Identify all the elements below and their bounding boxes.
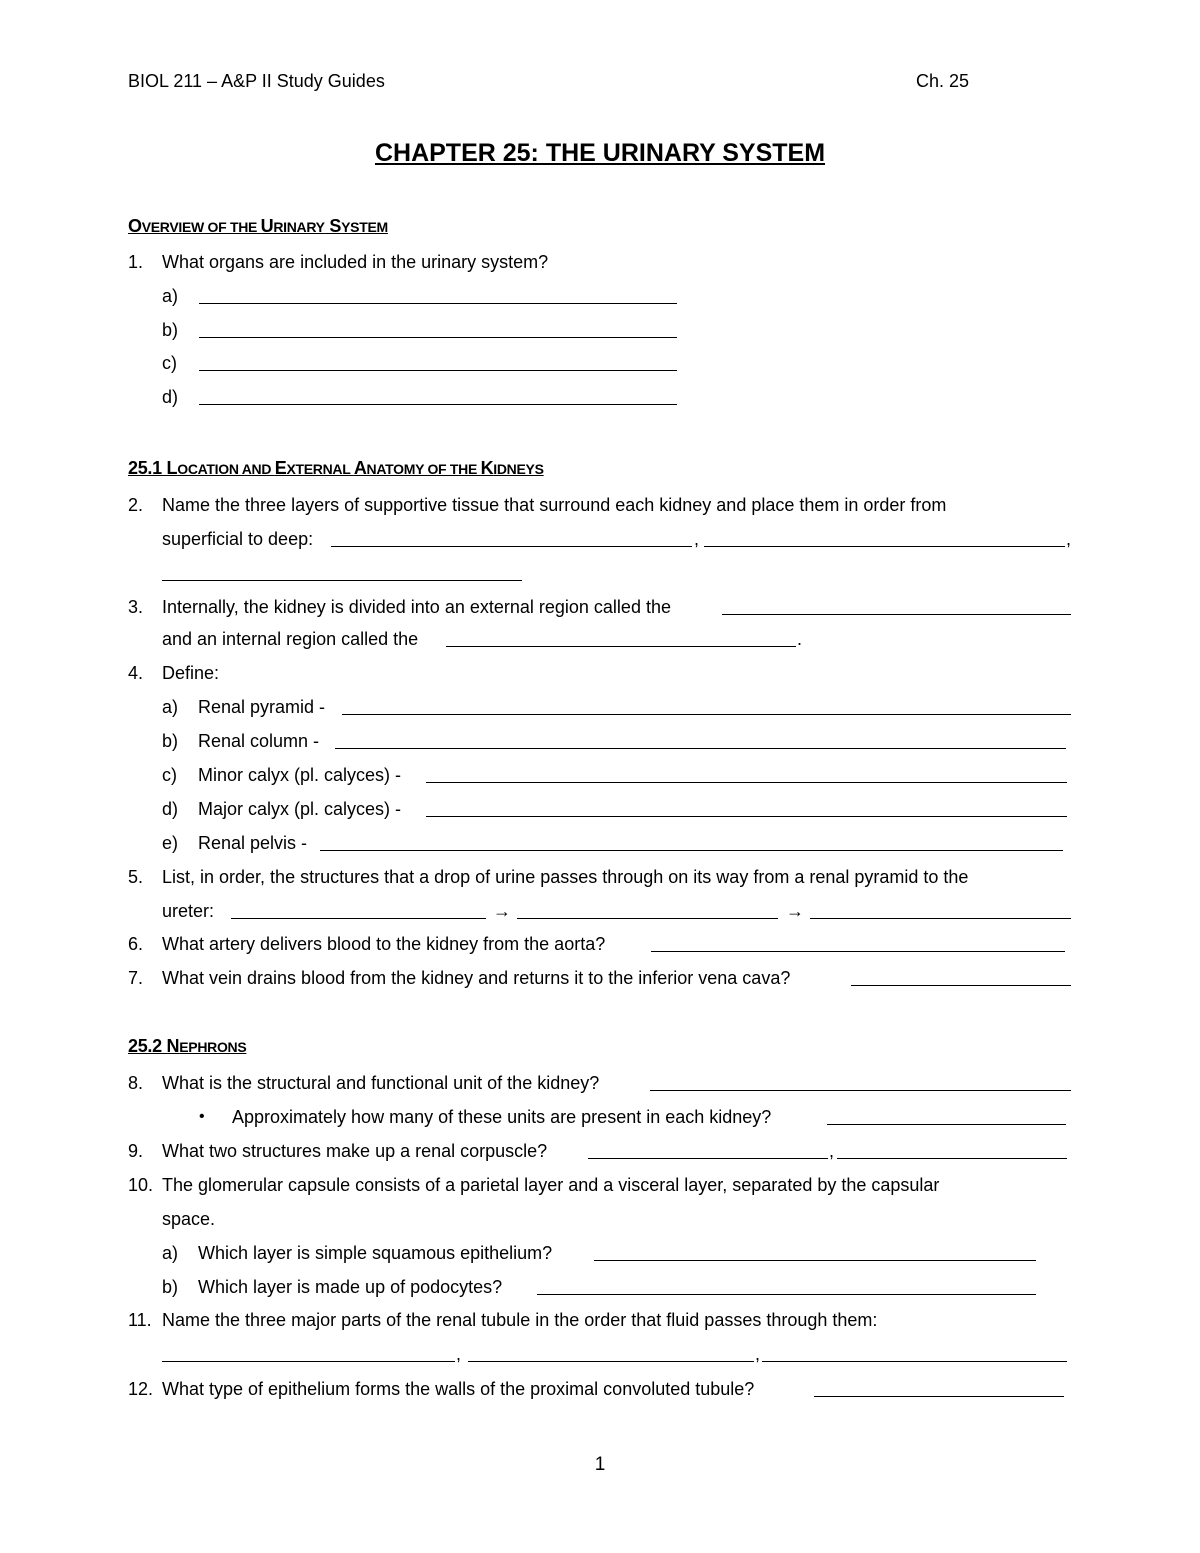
answer-blank[interactable] [446,628,796,647]
header-chapter: Ch. 25 [916,71,970,91]
answer-blank[interactable] [594,1242,1036,1261]
page-title: CHAPTER 25: THE URINARY SYSTEM [374,139,826,167]
answer-blank[interactable] [335,730,1066,749]
answer-blank[interactable] [199,319,677,338]
answer-blank[interactable] [199,352,677,371]
header-course: BIOL 211 – A&P II Study Guides [128,71,385,91]
answer-blank[interactable] [837,1140,1067,1159]
section-heading-25-1: 25.1 LOCATION AND EXTERNAL ANATOMY OF THE KIDNEYS [128,458,544,478]
answer-blank[interactable] [517,900,778,919]
answer-blank[interactable] [588,1140,828,1159]
answer-blank[interactable] [851,967,1071,986]
bullet-icon: • [199,1108,205,1125]
arrow-icon: → [786,901,804,921]
answer-blank[interactable] [810,900,1071,919]
answer-blank[interactable] [320,832,1063,851]
answer-blank[interactable] [650,1072,1071,1091]
answer-blank[interactable] [162,1343,455,1362]
answer-blank[interactable] [342,696,1071,715]
answer-blank[interactable] [199,386,677,405]
answer-blank[interactable] [814,1378,1064,1397]
section-heading-overview: OVERVIEW OF THE URINARY SYSTEM [128,216,388,236]
arrow-icon: → [493,901,511,921]
answer-blank[interactable] [722,596,1071,615]
answer-blank[interactable] [704,528,1065,547]
page-number: 1 [594,1454,606,1475]
answer-blank[interactable] [162,562,522,581]
answer-blank[interactable] [231,900,486,919]
answer-blank[interactable] [651,933,1065,952]
answer-blank[interactable] [468,1343,754,1362]
answer-blank[interactable] [426,798,1067,817]
answer-blank[interactable] [827,1106,1066,1125]
answer-blank[interactable] [331,528,692,547]
answer-blank[interactable] [537,1276,1036,1295]
document-page: BIOL 211 – A&P II Study Guides Ch. 25 CHAPTER 25: THE URINARY SYSTEM OVERVIEW OF THE URINARY SYSTEM 1. What organs are included in the urinary system? a) b) c) d) 25.1 LOCATION AND EXTERNAL ANATOMY OF THE KIDNEYS 2. Name the three layers of supportive tissue that surround each kidney and place them in order from superficial to deep: , , 3. Internally, the kidney is divided into an external region called the and an internal region called the . 4. Define: a) Renal pyramid - b) Renal column - c) Minor calyx (pl. calyces) - d) Major calyx (pl. calyces) - e) Renal pelvis - 5. List, in order, the structures that a drop of urine passes through on its way from a renal pyramid to the ureter: → → 6. What artery delivers blood to the kidney from the aorta? 7. What vein drains blood from the kidney and returns it to the inferior vena cava? 25.2 NEPHRONS 8. What is the structural and functional unit of the kidney? • Approximately how many of these units are present in each kidney? 9. What two structures make up a renal corpuscle? , 10. The glomerular capsule consists of a parietal layer and a visceral layer, separated by the capsular space. a) Which layer is simple squamous epithelium? b) Which layer is made up of podocytes? 11. Name the three major parts of the renal tubule in the order that fluid passes through them: , , 12. What type of epithelium forms the walls of the proximal convoluted tubule? 1 [0,0,1200,1553]
answer-blank[interactable] [426,764,1067,783]
answer-blank[interactable] [762,1343,1067,1362]
answer-blank[interactable] [199,285,677,304]
section-heading-25-2: 25.2 NEPHRONS [128,1036,247,1056]
